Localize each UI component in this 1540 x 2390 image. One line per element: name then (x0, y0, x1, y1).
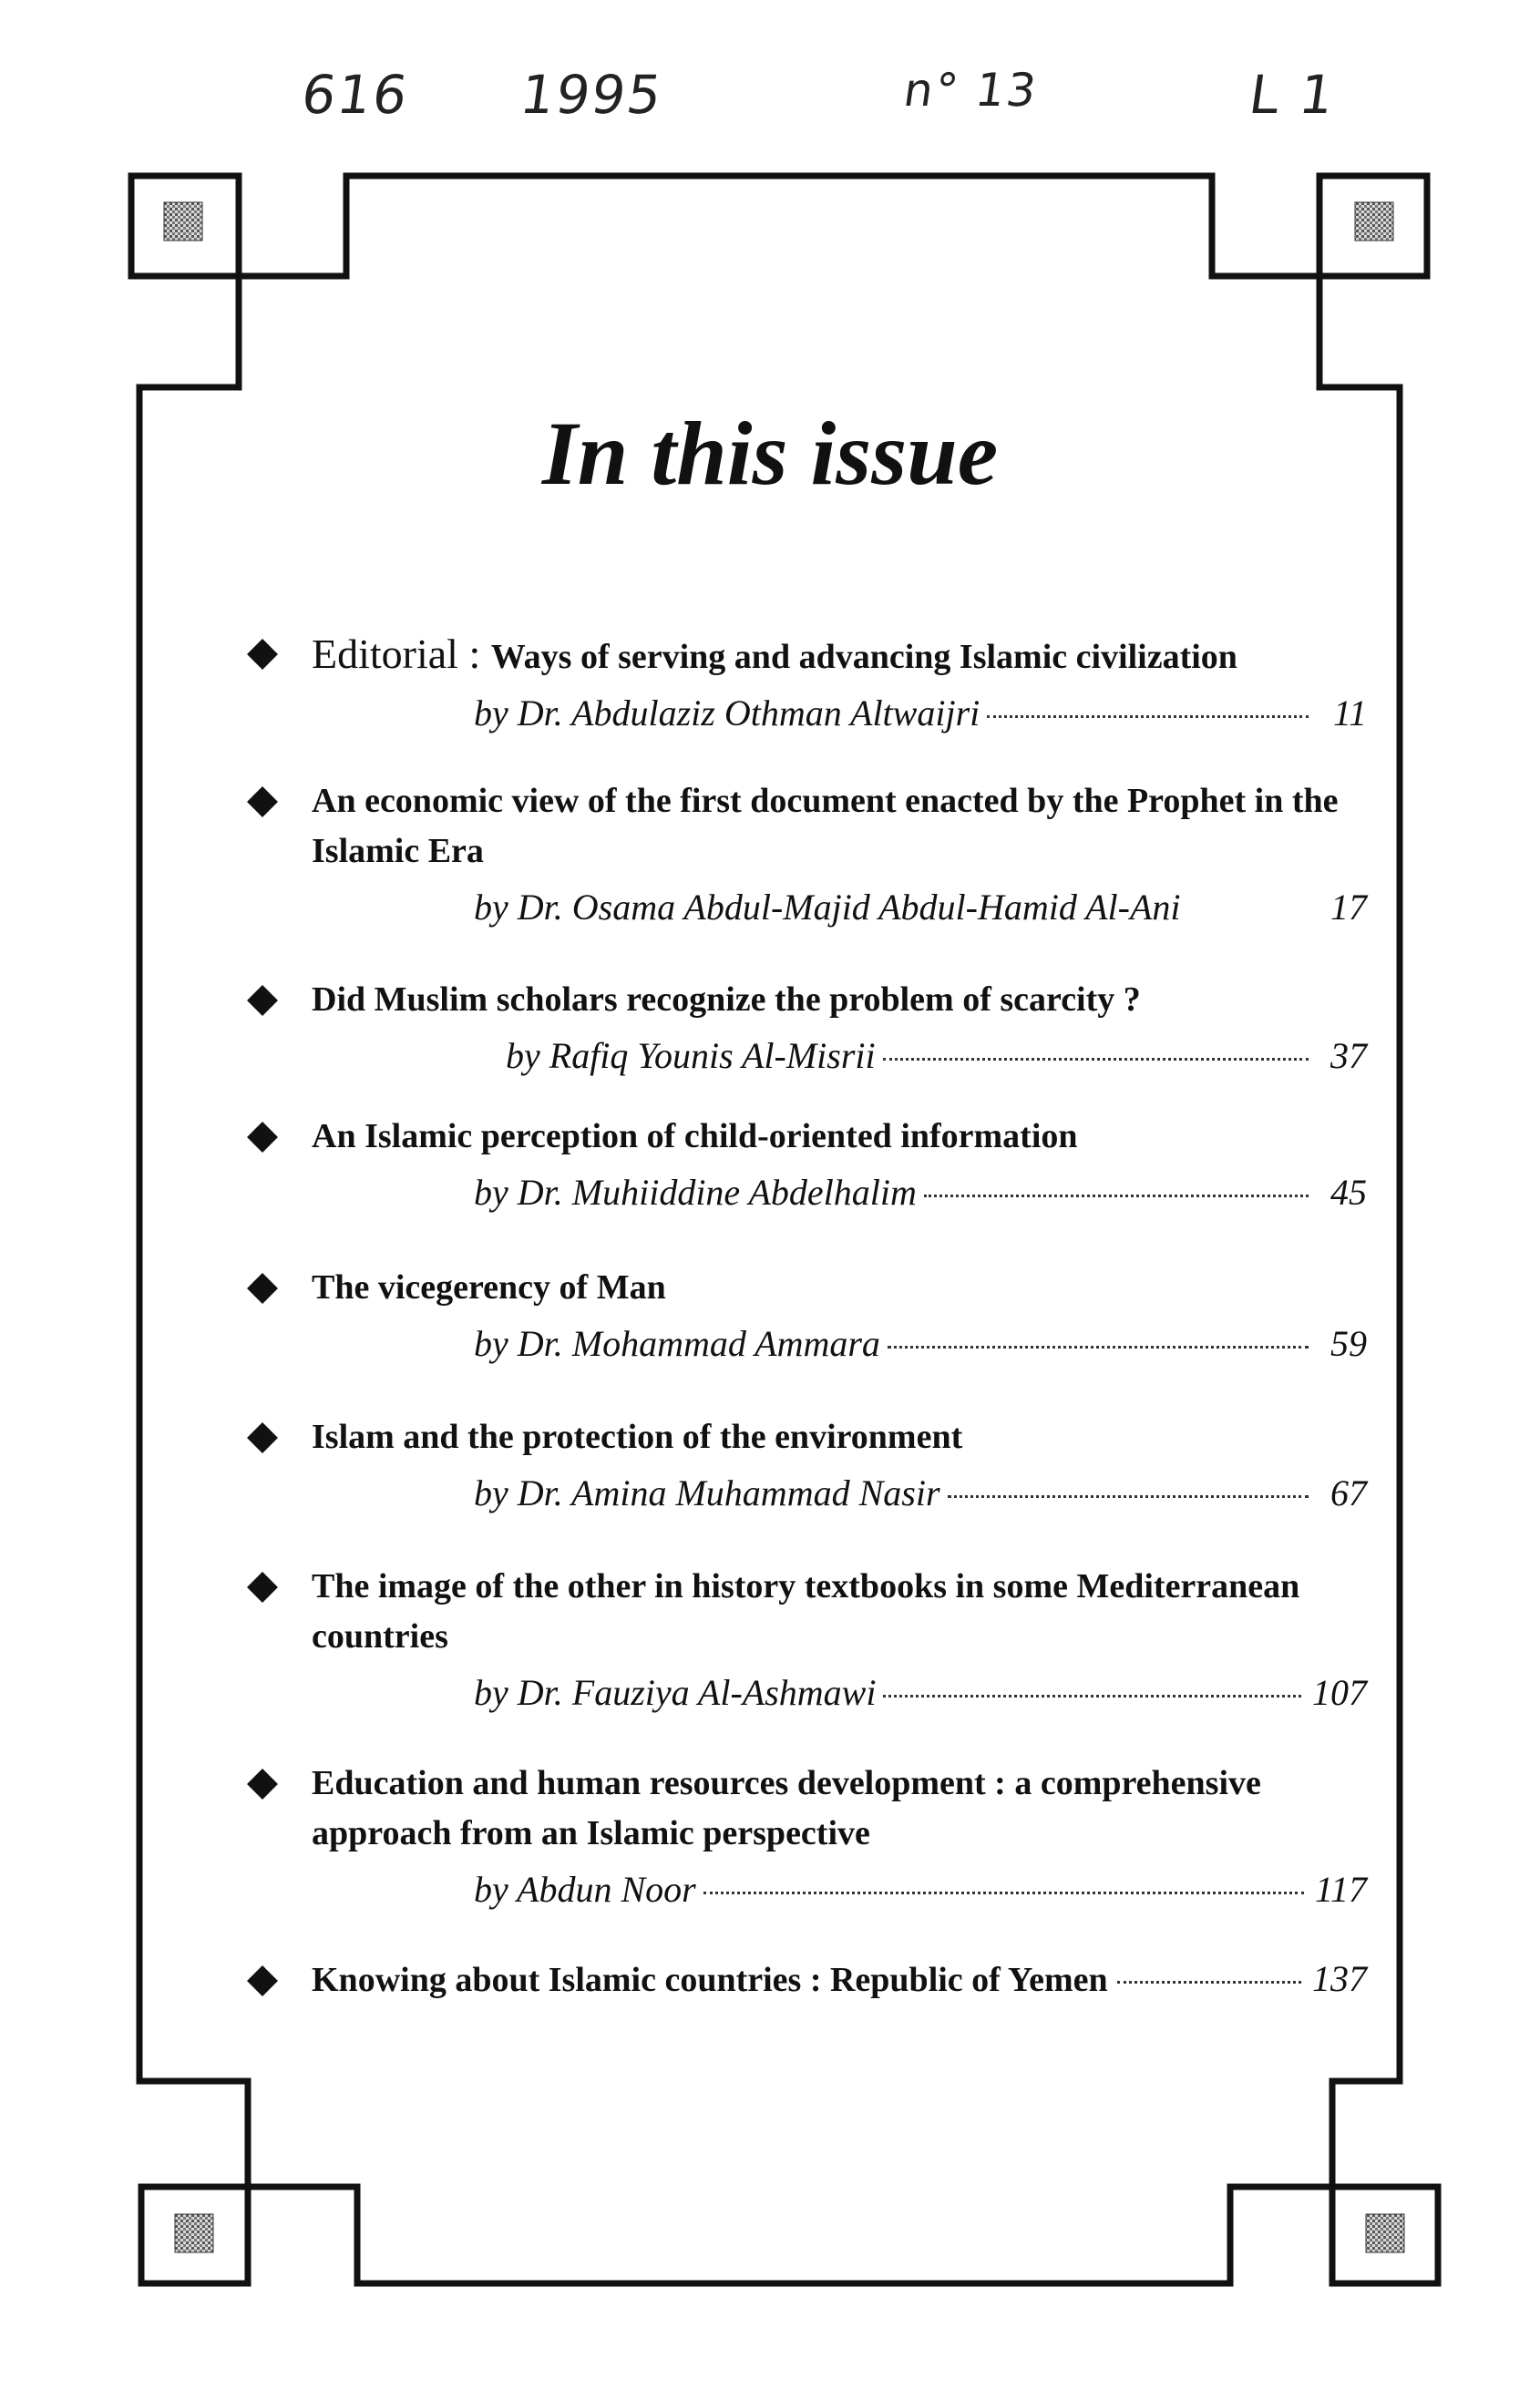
dot-leader (888, 1346, 1309, 1349)
entry-title: Islam and the protection of the environment (312, 1418, 963, 1456)
entry-title: An Islamic perception of child-oriented information (312, 1117, 1078, 1155)
dot-leader (987, 715, 1309, 718)
dot-leader (1117, 1981, 1301, 1984)
entry-page: 117 (1314, 1869, 1367, 1910)
toc-entry (246, 776, 1367, 933)
entry-author: by Rafiq Younis Al-Misrii (506, 1035, 876, 1076)
entry-author: by Dr. Amina Muhammad Nasir (474, 1472, 940, 1513)
entry-page: 11 (1332, 692, 1367, 733)
entry-title: An economic view of the first document enacted by the Prophet in the Islamic Era (312, 782, 1339, 870)
toc-entry (246, 1112, 1367, 1218)
entry-author: by Dr. Abdulaziz Othman Altwaijri (474, 692, 980, 733)
dot-leader (703, 1892, 1304, 1894)
page-title: In this issue (541, 403, 999, 504)
toc-entry (246, 1562, 1367, 1718)
handwritten-code: 616 (297, 64, 414, 126)
toc-entry (246, 1759, 1367, 1915)
bullet-diamond-icon (247, 1769, 278, 1800)
entry-title: Ways of serving and advancing Islamic civilization (490, 638, 1237, 676)
bullet-diamond-icon (247, 639, 278, 670)
toc-entry-editorial: Editorial : Ways of serving and advancing Islamic civilization by Dr. Abdulaziz Othman Altwaijri 11 (246, 629, 1367, 739)
entry-author: by Abdun Noor (474, 1869, 696, 1910)
handwritten-number: n° 13 (900, 64, 1042, 117)
entry-page: 137 (1312, 1958, 1367, 1999)
dot-leader (883, 1695, 1301, 1698)
corner-square-top-left (164, 202, 202, 241)
bullet-diamond-icon (247, 985, 278, 1016)
entry-title: The image of the other in history textbooks in some Mediterranean countries (312, 1567, 1300, 1656)
entry-title: The vicegerency of Man (312, 1268, 666, 1307)
entry-title: Did Muslim scholars recognize the problem of scarcity ? (312, 980, 1141, 1019)
dot-leader (924, 1195, 1309, 1197)
toc-entry (246, 1263, 1367, 1369)
entry-page: 59 (1330, 1323, 1367, 1364)
entry-author: by Dr. Fauziya Al-Ashmawi (474, 1672, 877, 1713)
bullet-diamond-icon (247, 1965, 278, 1996)
corner-square-bottom-left (175, 2214, 213, 2252)
handwritten-year: 1995 (516, 64, 667, 126)
handwritten-mark: L 1 (1245, 64, 1340, 126)
entry-title: Knowing about Islamic countries : Republic of Yemen (312, 1961, 1108, 1999)
dot-leader (948, 1495, 1309, 1498)
entry-author: by Dr. Mohammad Ammara (474, 1323, 880, 1364)
dot-leader (883, 1058, 1309, 1061)
toc-entry (246, 1955, 1367, 2005)
entry-page: 45 (1330, 1172, 1367, 1213)
bullet-diamond-icon (247, 786, 278, 817)
entry-author: by Dr. Osama Abdul-Majid Abdul-Hamid Al-Ani (474, 887, 1181, 928)
editorial-label: Editorial (312, 631, 458, 677)
bullet-diamond-icon (247, 1273, 278, 1304)
entry-title: Education and human resources development : a comprehensive approach from an Islamic perspective (312, 1764, 1261, 1852)
toc-entry (246, 1412, 1367, 1519)
corner-square-bottom-right (1366, 2214, 1404, 2252)
corner-square-top-right (1355, 202, 1393, 241)
entry-page: 107 (1312, 1672, 1367, 1713)
bullet-diamond-icon (247, 1422, 278, 1453)
entry-page: 17 (1330, 887, 1367, 928)
bullet-diamond-icon (247, 1572, 278, 1603)
toc-entry (246, 975, 1367, 1082)
entry-author: by Dr. Muhiiddine Abdelhalim (474, 1172, 917, 1213)
entry-page: 37 (1330, 1035, 1367, 1076)
entry-page: 67 (1330, 1472, 1367, 1513)
bullet-diamond-icon (247, 1122, 278, 1153)
